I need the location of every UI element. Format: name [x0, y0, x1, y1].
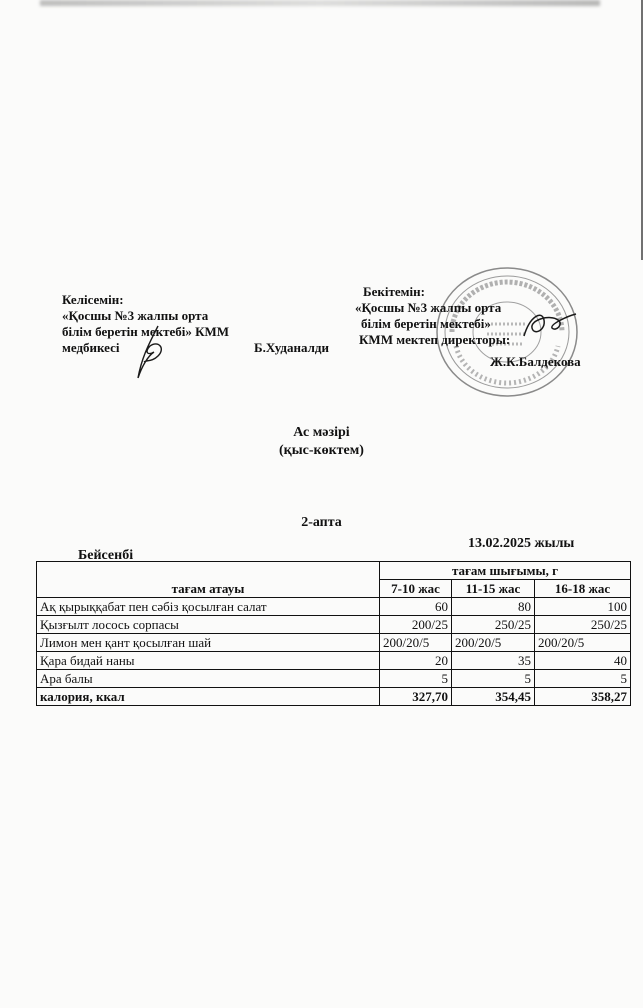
dish-yield: 100 [535, 598, 631, 616]
header-age-group: 11-15 жас [452, 580, 535, 598]
menu-title: Ас мәзірі [293, 425, 350, 440]
dish-yield: 250/25 [452, 616, 535, 634]
dish-name: Қызғылт лосось сорпасы [37, 616, 380, 634]
nurse-signature [128, 322, 178, 382]
dish-yield: 80 [452, 598, 535, 616]
dish-yield: 5 [452, 670, 535, 688]
agreement-name: Б.Худаналди [254, 340, 329, 355]
total-calories: 327,70 [380, 688, 452, 706]
approval-line3: КММ мектеп директоры: [359, 332, 511, 347]
approval-heading: Бекітемін: [363, 284, 425, 299]
table-row [37, 652, 631, 670]
header-dish-name: тағам атауы [37, 562, 380, 598]
scan-artifact [40, 0, 600, 6]
table-row [37, 634, 631, 652]
table-row [37, 670, 631, 688]
dish-name: Лимон мен қант қосылған шай [37, 634, 380, 652]
dish-yield: 250/25 [535, 616, 631, 634]
director-signature [520, 306, 580, 342]
dish-yield: 200/20/5 [535, 634, 631, 652]
dish-yield: 200/25 [380, 616, 452, 634]
dish-name: Ара балы [37, 670, 380, 688]
director-name: Ж.К.Балдекова [490, 354, 581, 369]
menu-table [36, 561, 631, 706]
agreement-line2: білім беретін мектебі» КММ [62, 324, 230, 339]
dish-yield: 5 [380, 670, 452, 688]
dish-yield: 200/20/5 [380, 634, 452, 652]
dish-yield: 60 [380, 598, 452, 616]
header-age-group: 16-18 жас [535, 580, 631, 598]
total-calories: 354,45 [452, 688, 535, 706]
weekday: Бейсенбі [78, 548, 134, 563]
total-calories: 358,27 [535, 688, 631, 706]
menu-season: (қыс-көктем) [279, 443, 364, 458]
header-age-group: 7-10 жас [380, 580, 452, 598]
table-row [37, 616, 631, 634]
dish-yield: 200/20/5 [452, 634, 535, 652]
approval-line2: білім беретін мектебі» [361, 316, 491, 331]
header-yield: тағам шығымы, г [380, 562, 631, 580]
dish-name: Қара бидай наны [37, 652, 380, 670]
dish-yield: 35 [452, 652, 535, 670]
approval-line1: «Қосшы №3 жалпы орта [355, 300, 502, 315]
table-row [37, 598, 631, 616]
total-label: калория, ккал [37, 688, 380, 706]
agreement-line1: «Қосшы №3 жалпы орта [62, 308, 209, 323]
dish-name: Ақ қырыққабат пен сәбіз қосылған салат [37, 598, 380, 616]
dish-yield: 40 [535, 652, 631, 670]
week-label: 2-апта [301, 515, 342, 530]
dish-yield: 20 [380, 652, 452, 670]
total-row [37, 688, 631, 706]
dish-yield: 5 [535, 670, 631, 688]
agreement-heading: Келісемін: [62, 292, 124, 307]
agreement-role: медбикесі [62, 340, 120, 355]
menu-date: 13.02.2025 жылы [468, 536, 575, 551]
